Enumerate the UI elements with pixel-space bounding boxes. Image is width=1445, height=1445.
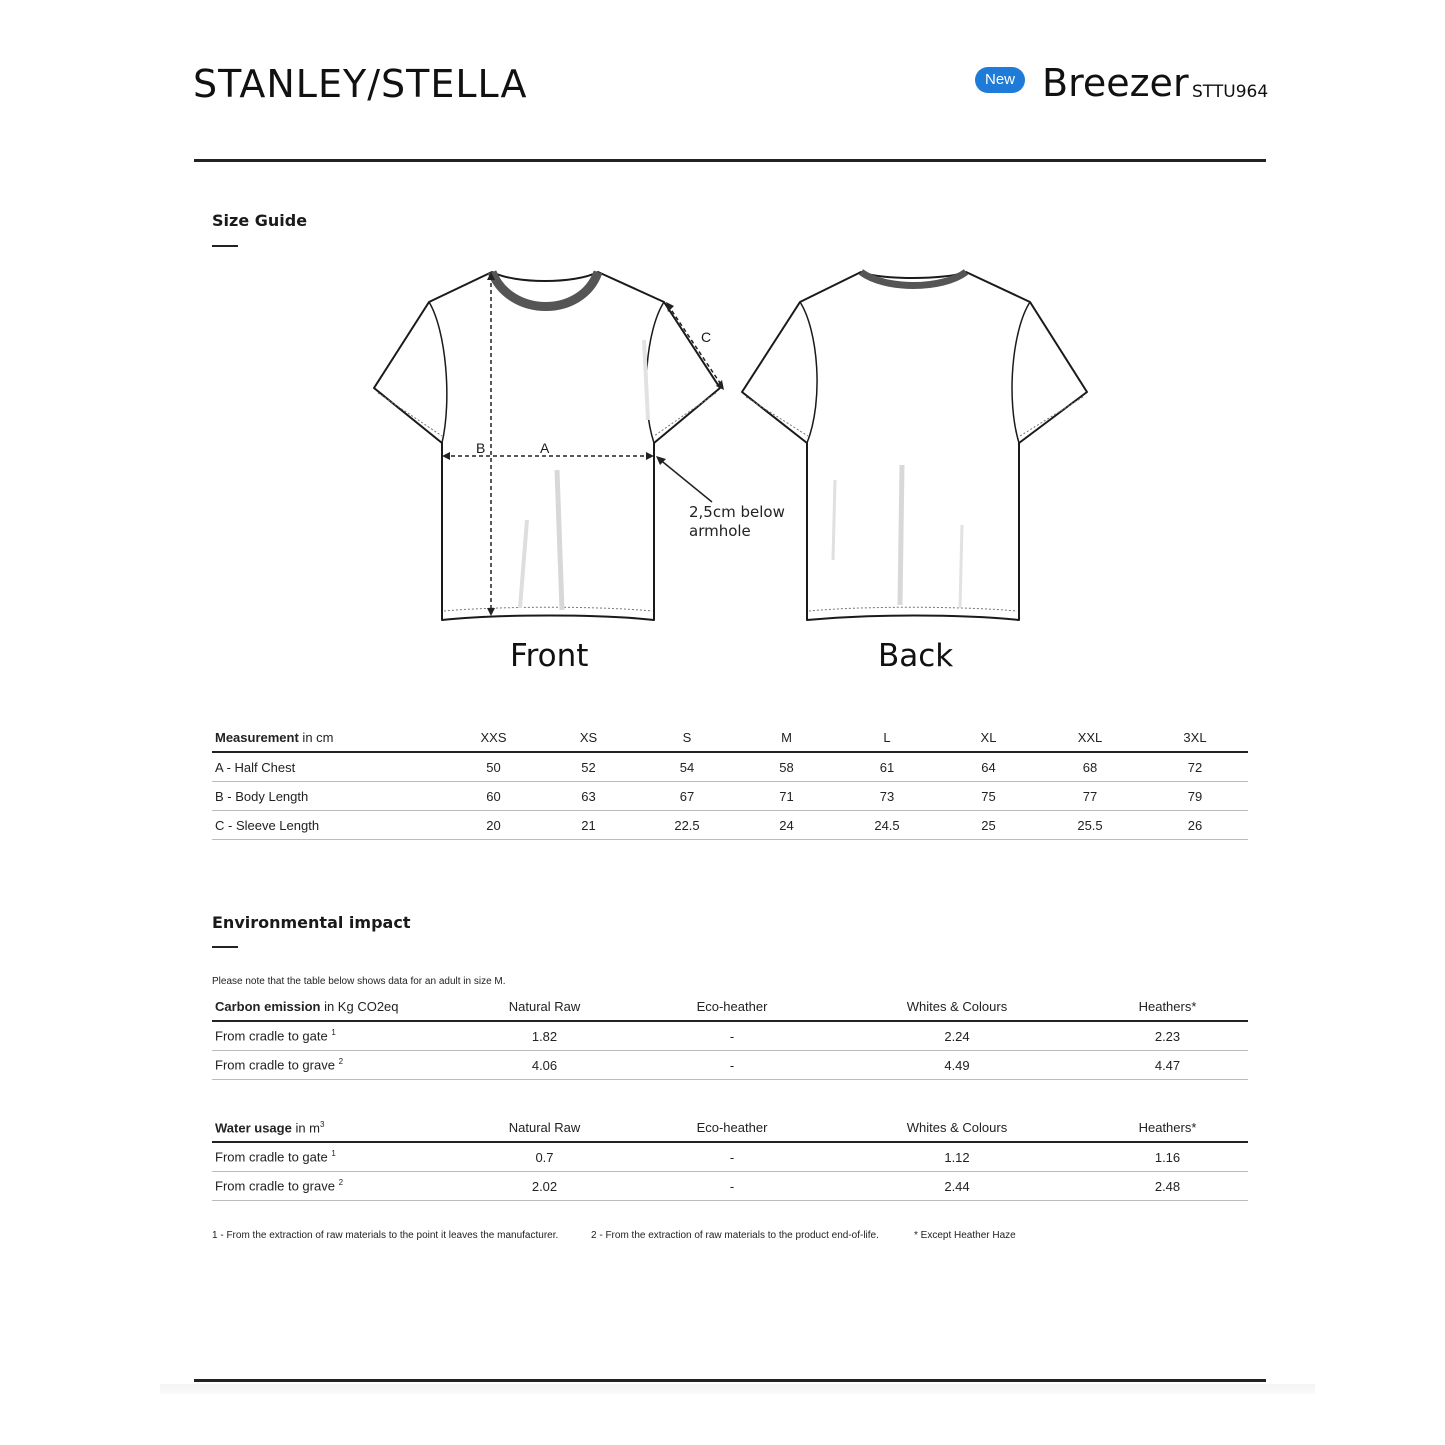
water-header [212,1114,452,1142]
row-label [212,1142,452,1172]
column-header: Natural Raw [452,1114,637,1142]
table-cell: 71 [738,782,835,811]
footnote-marker: 2 [338,1057,344,1067]
water-header-sup: 3 [320,1119,325,1129]
row-label: B - Body Length [212,782,446,811]
table-row [212,1051,1248,1080]
row-label-text: From cradle to gate [215,1028,328,1044]
table-cell: 1.82 [452,1021,637,1051]
carbon-header-row [212,993,1248,1021]
back-label: Back [878,638,954,674]
table-cell: 67 [636,782,738,811]
table-cell: 2.02 [452,1172,637,1201]
armhole-note-line1: 2,5cm below [689,503,785,521]
size-header: 3XL [1142,724,1248,752]
size-guide-title: Size Guide [212,211,308,230]
table-cell: 4.06 [452,1051,637,1080]
table-cell: 68 [1038,752,1142,782]
measurement-header-unit: in cm [298,730,334,745]
table-cell: 50 [446,752,541,782]
label-a: A [540,440,550,456]
back-tshirt-illustration [730,260,1100,630]
table-row [212,1142,1248,1172]
measurement-header [212,724,446,752]
size-header: XXS [446,724,541,752]
row-label [212,1051,452,1080]
measurement-header-bold: Measurement [215,730,299,745]
page-bottom-shadow [160,1384,1315,1394]
row-label [212,1172,452,1201]
table-cell: - [637,1172,827,1201]
footnote-marker: 1 [331,1149,336,1159]
row-label-text: From cradle to grave [215,1178,335,1194]
table-cell: - [637,1051,827,1080]
table-cell: 54 [636,752,738,782]
table-cell: 64 [939,752,1038,782]
environment-note: Please note that the table below shows data for an adult in size M. [212,976,506,987]
table-cell: 75 [939,782,1038,811]
table-cell: 79 [1142,782,1248,811]
table-cell: 4.47 [1087,1051,1248,1080]
water-header-row [212,1114,1248,1142]
carbon-header [212,993,452,1021]
table-cell: 22.5 [636,811,738,840]
column-header: Eco-heather [637,993,827,1021]
size-header: M [738,724,835,752]
table-cell: 60 [446,782,541,811]
armhole-note-line2: armhole [689,522,751,540]
table-cell: 24 [738,811,835,840]
table-cell: 1.16 [1087,1142,1248,1172]
table-cell: 2.24 [827,1021,1087,1051]
footnote-marker: 1 [331,1028,336,1038]
table-cell: - [637,1021,827,1051]
column-header: Whites & Colours [827,1114,1087,1142]
table-cell: 73 [835,782,939,811]
table-row [212,811,1248,840]
table-cell: 24.5 [835,811,939,840]
water-header-bold: Water usage [215,1120,292,1136]
table-row [212,1021,1248,1051]
size-header: XXL [1038,724,1142,752]
size-header: XL [939,724,1038,752]
table-cell: 52 [541,752,636,782]
product-code: STTU964 [1192,82,1269,102]
size-header: S [636,724,738,752]
row-label-text: From cradle to grave [215,1057,335,1073]
table-cell: 4.49 [827,1051,1087,1080]
table-cell: 25.5 [1038,811,1142,840]
measurement-header-row [212,724,1248,752]
footnote-2: 2 - From the extraction of raw materials to the product end-of-life. [591,1230,879,1241]
table-cell: - [637,1142,827,1172]
column-header: Natural Raw [452,993,637,1021]
footnote-1: 1 - From the extraction of raw materials to the point it leaves the manufacturer. [212,1230,559,1241]
product-name: Breezer [1042,61,1189,105]
table-cell: 61 [835,752,939,782]
carbon-header-unit: in Kg CO2eq [320,999,399,1014]
environment-underline [212,946,238,948]
column-header: Eco-heather [637,1114,827,1142]
table-cell: 26 [1142,811,1248,840]
table-cell: 2.23 [1087,1021,1248,1051]
footer-divider [194,1379,1266,1382]
table-cell: 72 [1142,752,1248,782]
header-divider [194,159,1266,162]
row-label [212,1021,452,1051]
table-row [212,752,1248,782]
table-cell: 77 [1038,782,1142,811]
size-guide-underline [212,245,238,247]
label-c: C [701,329,712,345]
size-header: L [835,724,939,752]
front-label: Front [510,638,589,674]
new-badge: New [975,67,1025,93]
table-cell: 2.44 [827,1172,1087,1201]
table-cell: 63 [541,782,636,811]
environment-title: Environmental impact [212,913,411,932]
carbon-header-bold: Carbon emission [215,999,321,1014]
table-cell: 1.12 [827,1142,1087,1172]
table-cell: 25 [939,811,1038,840]
label-b: B [476,440,486,456]
row-label: A - Half Chest [212,752,446,782]
row-label-text: From cradle to gate [215,1149,328,1165]
table-cell: 0.7 [452,1142,637,1172]
table-cell: 2.48 [1087,1172,1248,1201]
measurement-table [212,724,1248,840]
footnote-marker: 2 [338,1178,344,1188]
water-header-unit: in m [291,1120,320,1136]
water-table [212,1114,1248,1201]
column-header: Whites & Colours [827,993,1087,1021]
footnote-star: * Except Heather Haze [914,1230,1016,1241]
carbon-table [212,993,1248,1080]
table-cell: 58 [738,752,835,782]
table-row [212,1172,1248,1201]
brand-logo: STANLEY/STELLA [193,62,528,106]
table-cell: 21 [541,811,636,840]
row-label: C - Sleeve Length [212,811,446,840]
table-cell: 20 [446,811,541,840]
size-header: XS [541,724,636,752]
table-row [212,782,1248,811]
column-header: Heathers* [1087,1114,1248,1142]
column-header: Heathers* [1087,993,1248,1021]
